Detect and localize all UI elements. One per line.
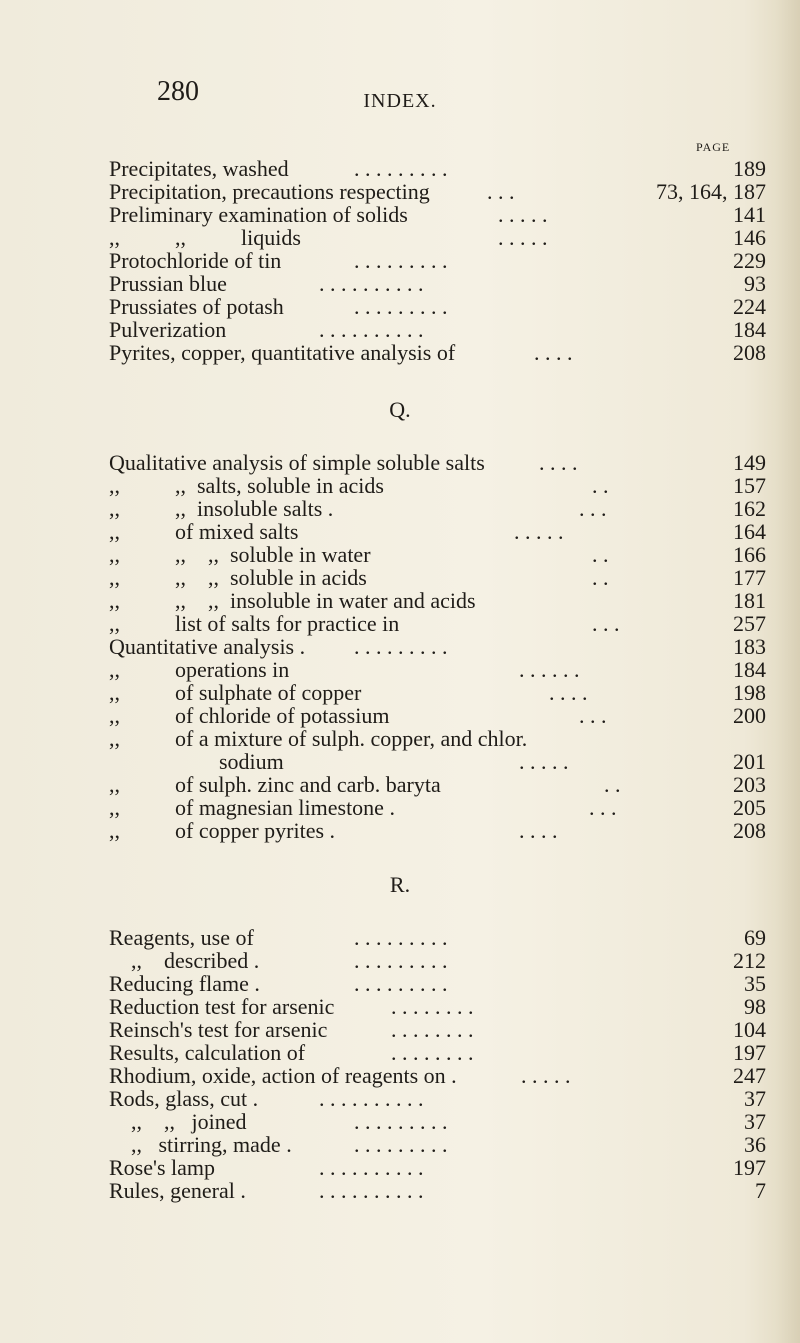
page-column-label: PAGE (696, 140, 731, 154)
entry-page: 224 (733, 294, 766, 319)
entry-label: ,, of magnesian limestone . (109, 795, 395, 820)
index-entry (109, 566, 766, 590)
index-entry (109, 750, 766, 774)
entry-leader: . . . . . . . . . (354, 634, 448, 659)
entry-page: 183 (733, 634, 766, 659)
entry-leader: . . . . . . . . . (354, 156, 448, 181)
entry-leader: . . . (487, 179, 515, 204)
entry-leader: . . . . . . . . (391, 1017, 474, 1042)
entry-label: ,, described . (109, 948, 260, 973)
index-entry (109, 972, 766, 996)
entry-leader: . . . . . (498, 225, 548, 250)
entry-label: Precipitates, washed (109, 156, 289, 181)
entry-label: ,, stirring, made . (109, 1132, 292, 1157)
page-header: INDEX. (363, 90, 437, 112)
entry-page: 7 (755, 1178, 766, 1203)
index-entry (109, 995, 766, 1019)
section-letter-r: R. (389, 872, 411, 897)
entry-label: Results, calculation of (109, 1040, 306, 1065)
entry-label: ,, ,, ,, soluble in water (109, 542, 371, 567)
index-entry (109, 773, 766, 797)
index-entry (109, 727, 766, 751)
entry-page: 257 (733, 611, 766, 636)
index-entry (109, 203, 766, 227)
entry-page: 198 (733, 680, 766, 705)
entry-page: 157 (733, 473, 766, 498)
entry-page: 247 (733, 1063, 766, 1088)
entry-label: Quantitative analysis . (109, 634, 306, 659)
entry-label: ,, ,, ,, insoluble in water and acids (109, 588, 476, 613)
entry-page: 36 (744, 1132, 766, 1157)
index-entry (109, 612, 766, 636)
entry-label: ,, of chloride of potassium (109, 703, 390, 728)
entry-leader: . . . . . (521, 1063, 571, 1088)
index-entry (109, 819, 766, 843)
entry-label: Reducing flame . (109, 971, 260, 996)
entry-page: 201 (733, 749, 766, 774)
entry-page: 37 (744, 1086, 766, 1111)
entry-label: ,, of sulphate of copper (109, 680, 362, 705)
entry-page: 98 (744, 994, 766, 1019)
entry-page: 212 (733, 948, 766, 973)
index-entry (109, 949, 766, 973)
entry-leader: . . . . . . . . . . (319, 317, 424, 342)
entry-leader: . . . . . . . . . (354, 294, 448, 319)
entry-label: ,, of mixed salts (109, 519, 299, 544)
index-entry (109, 295, 766, 319)
page-number: 280 (157, 76, 199, 107)
entry-label: Pyrites, copper, quantitative analysis of (109, 340, 456, 365)
index-entry (109, 796, 766, 820)
entry-leader: . . . . (519, 818, 558, 843)
index-entry (109, 520, 766, 544)
entry-page: 73, 164, 187 (656, 179, 766, 204)
index-entry (109, 497, 766, 521)
entry-leader: . . . . . . . . . (354, 948, 448, 973)
entry-leader: . . . . . . . . . . (319, 1178, 424, 1203)
index-entry (109, 226, 766, 250)
index-entry (109, 1064, 766, 1088)
entry-label: Pulverization (109, 317, 227, 342)
entry-leader: . . . (592, 611, 620, 636)
entry-leader: . . . . . . . . . . (319, 271, 424, 296)
entry-label: ,, ,, salts, soluble in acids (109, 473, 384, 498)
index-entry (109, 341, 766, 365)
entry-label: ,, ,, joined (109, 1109, 247, 1134)
entry-leader: . . . . . . . . . (354, 1109, 448, 1134)
entry-label: Preliminary examination of solids (109, 202, 408, 227)
index-entry (109, 1133, 766, 1157)
index-entry (109, 589, 766, 613)
entry-label: sodium (109, 749, 284, 774)
index-entry (109, 926, 766, 950)
entry-leader: . . . . (539, 450, 578, 475)
entry-leader: . . . (579, 703, 607, 728)
index-entry (109, 635, 766, 659)
entry-leader: . . . (579, 496, 607, 521)
index-entry (109, 180, 766, 204)
index-entry (109, 249, 766, 273)
entry-leader: . . . . . . . . . . (319, 1155, 424, 1180)
entry-label: ,, ,, liquids (109, 225, 301, 250)
entry-leader: . . . . . . . . (391, 1040, 474, 1065)
entry-label: Reagents, use of (109, 925, 254, 950)
entry-leader: . . . . . . . . . . (319, 1086, 424, 1111)
entry-page: 177 (733, 565, 766, 590)
entry-page: 200 (733, 703, 766, 728)
index-entry (109, 1179, 766, 1203)
index-entry (109, 318, 766, 342)
entry-page: 141 (733, 202, 766, 227)
entry-page: 146 (733, 225, 766, 250)
section-letter-q: Q. (389, 397, 411, 422)
entry-label: Qualitative analysis of simple soluble salts (109, 450, 485, 475)
entry-page: 197 (733, 1040, 766, 1065)
entry-label: Prussian blue (109, 271, 227, 296)
index-entry (109, 1018, 766, 1042)
entry-label: Rules, general . (109, 1178, 246, 1203)
index-entry (109, 704, 766, 728)
entry-leader: . . . . . (519, 749, 569, 774)
entry-page: 69 (744, 925, 766, 950)
entry-leader: . . . . (534, 340, 573, 365)
entry-label: ,, ,, ,, soluble in acids (109, 565, 367, 590)
entry-label: ,, list of salts for practice in (109, 611, 400, 636)
index-entry (109, 1041, 766, 1065)
index-entry (109, 1156, 766, 1180)
entry-page: 205 (733, 795, 766, 820)
index-entry (109, 681, 766, 705)
entry-label: Prussiates of potash (109, 294, 284, 319)
entry-leader: . . (592, 473, 609, 498)
entry-leader: . . . . . . . . . (354, 971, 448, 996)
index-entry (109, 1087, 766, 1111)
entry-leader: . . (592, 565, 609, 590)
entry-page: 197 (733, 1155, 766, 1180)
entry-page: 184 (733, 317, 766, 342)
entry-label: ,, ,, insoluble salts . (109, 496, 334, 521)
entry-page: 229 (733, 248, 766, 273)
index-entry (109, 451, 766, 475)
entry-page: 149 (733, 450, 766, 475)
entry-leader: . . . . (549, 680, 588, 705)
entry-label: Rods, glass, cut . (109, 1086, 259, 1111)
entry-page: 208 (733, 340, 766, 365)
entry-leader: . . . (589, 795, 617, 820)
index-entry (109, 474, 766, 498)
entry-page: 164 (733, 519, 766, 544)
entry-leader: . . . . . . . . (391, 994, 474, 1019)
index-entry (109, 543, 766, 567)
index-entry (109, 157, 766, 181)
entry-leader: . . . . . . . . . (354, 925, 448, 950)
entry-page: 181 (733, 588, 766, 613)
entry-label: ,, operations in (109, 657, 290, 682)
entry-label: ,, of sulph. zinc and carb. baryta (109, 772, 441, 797)
index-entry (109, 272, 766, 296)
entry-page: 203 (733, 772, 766, 797)
entry-label: Reduction test for arsenic (109, 994, 335, 1019)
entry-page: 37 (744, 1109, 766, 1134)
entry-page: 184 (733, 657, 766, 682)
entry-page: 104 (733, 1017, 766, 1042)
entry-label: Rhodium, oxide, action of reagents on . (109, 1063, 457, 1088)
index-entry (109, 1110, 766, 1134)
entry-leader: . . . . . . . . . (354, 248, 448, 273)
entry-page: 208 (733, 818, 766, 843)
entry-leader: . . . . . . . . . (354, 1132, 448, 1157)
entry-leader: . . (604, 772, 621, 797)
entry-label: Rose's lamp (109, 1155, 216, 1180)
entry-leader: . . (592, 542, 609, 567)
entry-leader: . . . . . . (519, 657, 580, 682)
entry-leader: . . . . . (514, 519, 564, 544)
entry-page: 189 (733, 156, 766, 181)
entry-label: ,, of a mixture of sulph. copper, and chlor. (109, 726, 528, 751)
entry-label: Protochloride of tin (109, 248, 282, 273)
entry-leader: . . . . . (498, 202, 548, 227)
entry-label: Precipitation, precautions respecting (109, 179, 430, 204)
entry-page: 35 (744, 971, 766, 996)
entry-label: Reinsch's test for arsenic (109, 1017, 328, 1042)
entry-page: 162 (733, 496, 766, 521)
entry-page: 166 (733, 542, 766, 567)
index-entry (109, 658, 766, 682)
entry-page: 93 (744, 271, 766, 296)
entry-label: ,, of copper pyrites . (109, 818, 336, 843)
